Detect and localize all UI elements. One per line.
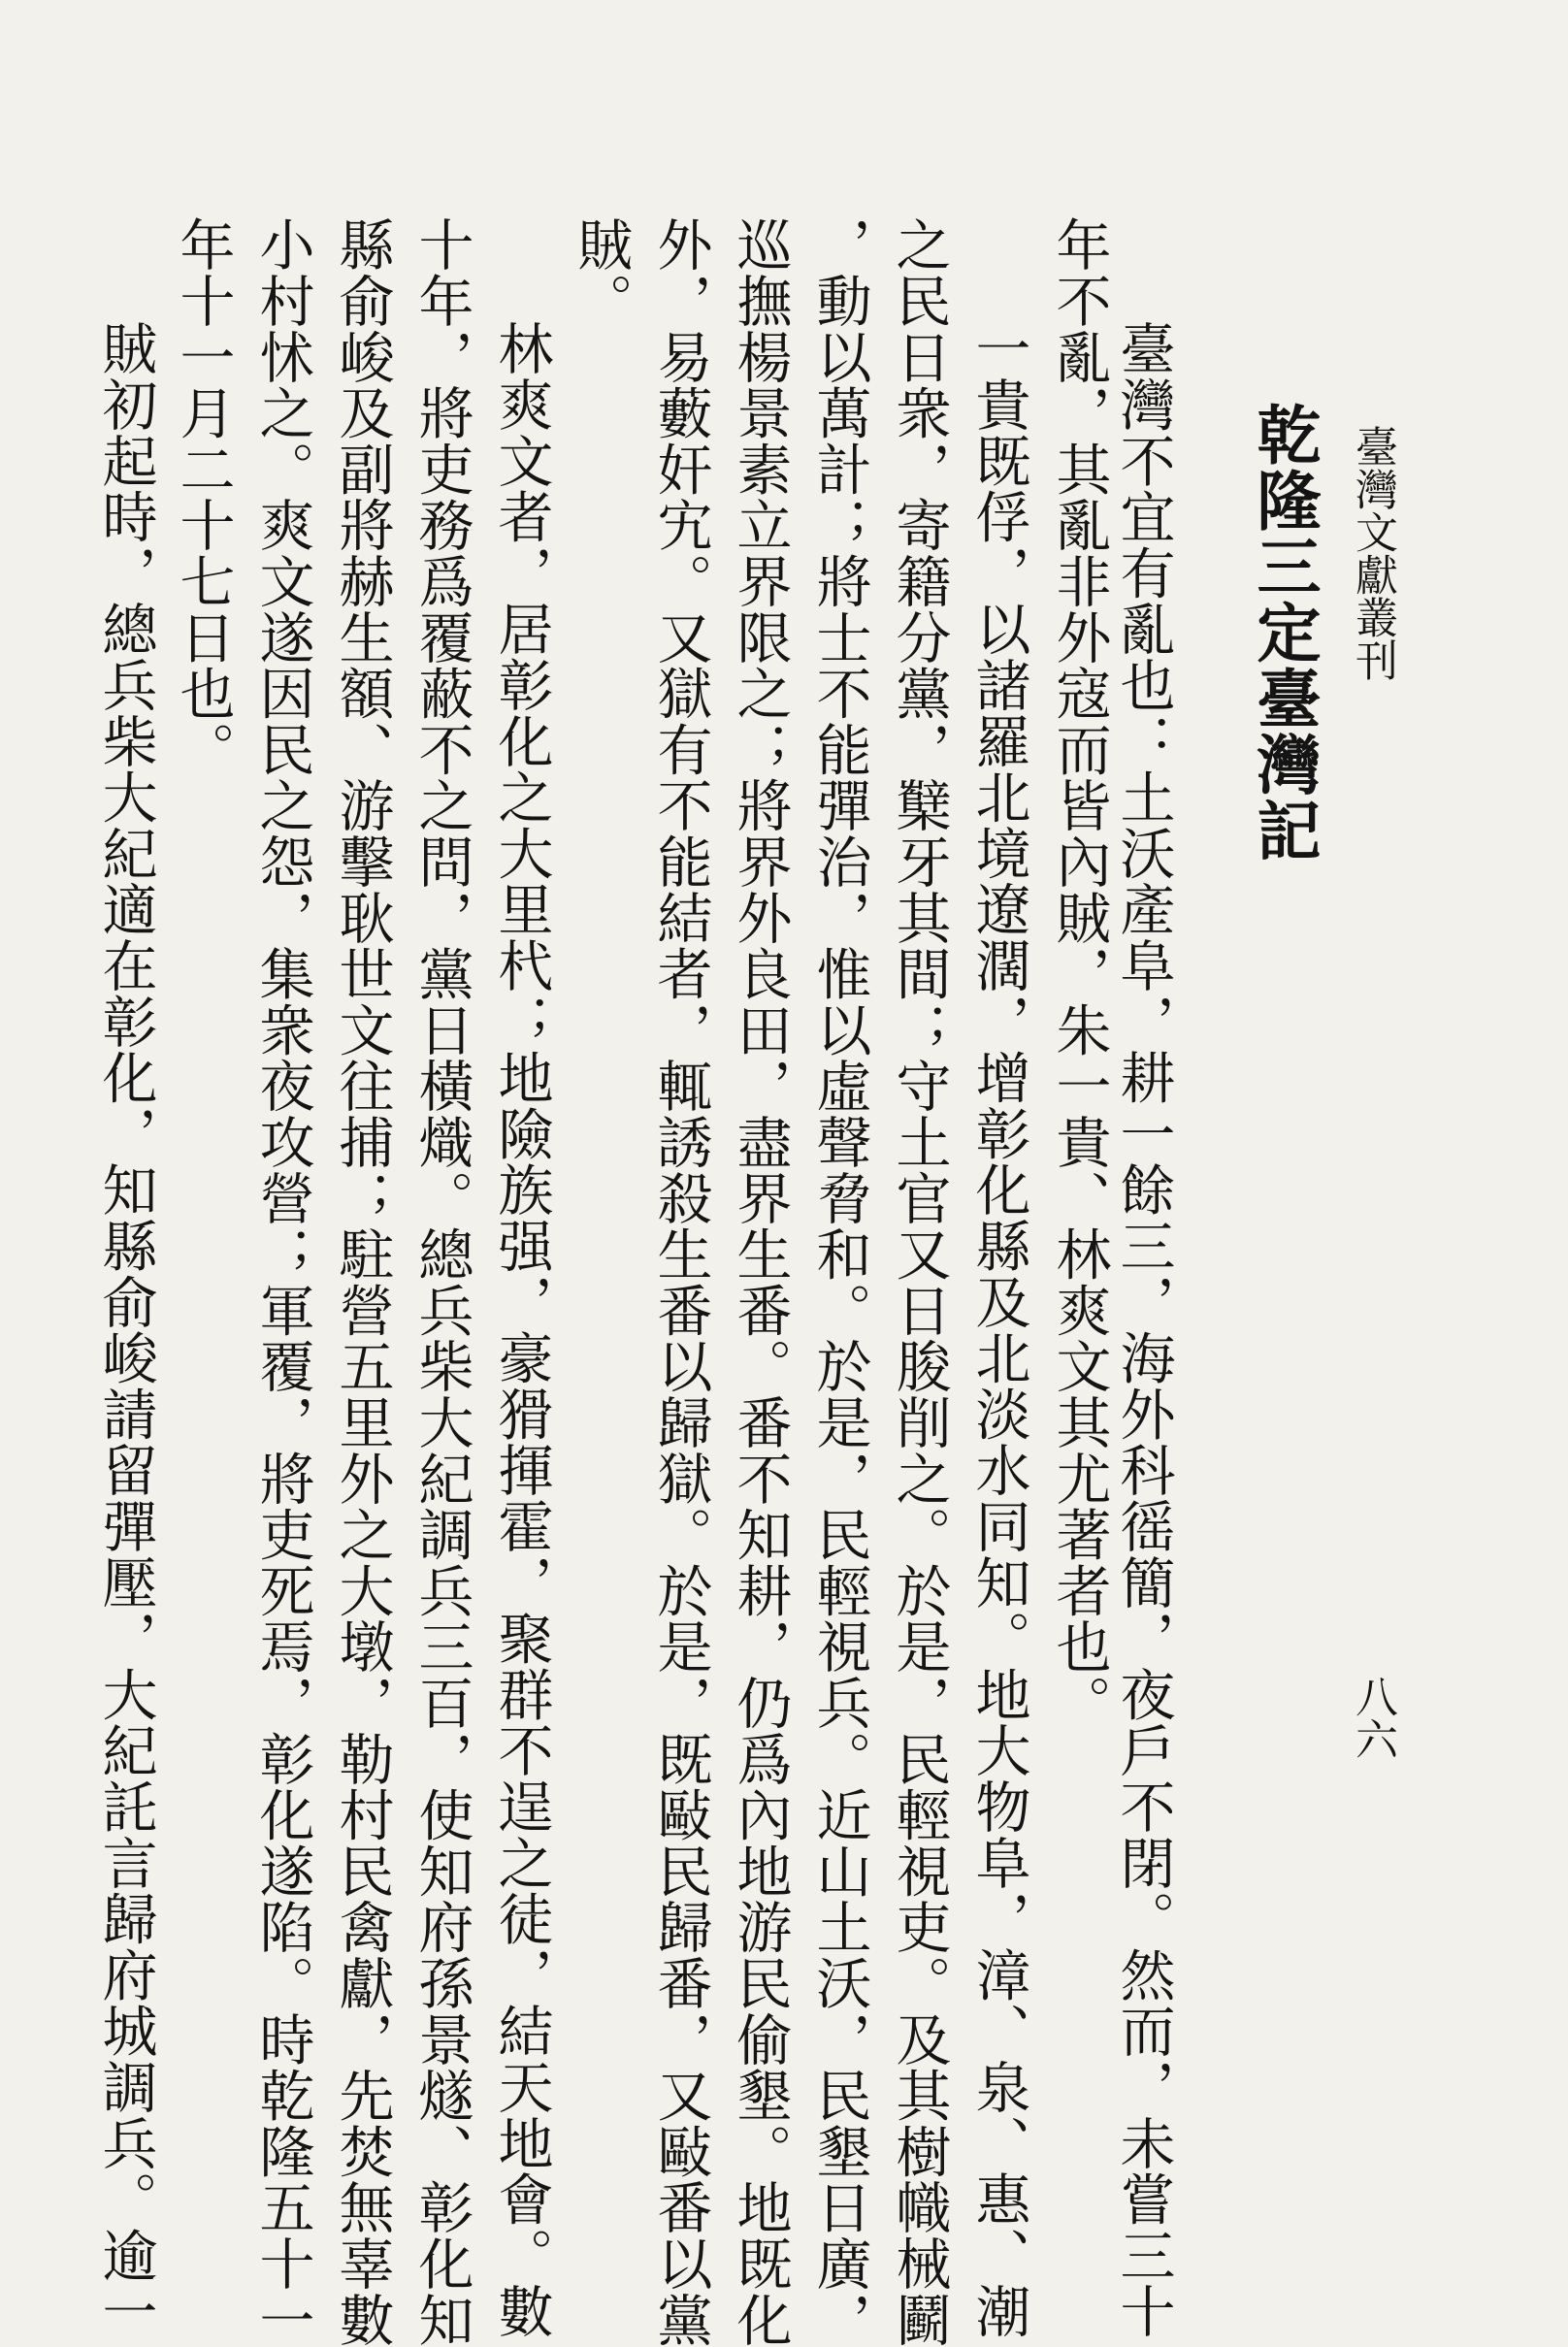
page-number: 八六 [1348,1675,1397,1760]
text-column-5: ，動以萬計；將士不能彈治，惟以虛聲脅和。於是，民輕視兵。近山土沃，民墾日廣， [807,216,871,2347]
text-column-4: 之民日衆，寄籍分黨，櫱牙其間；守土官又日朘削之。於是，民輕視吏。及其樹幟械鬬 [887,216,951,2347]
text-column-6: 巡撫楊景素立界限之；將界外良田，盡界生番。番不知耕，仍爲內地游民偷墾。地既化 [728,216,792,2347]
running-title: 臺灣文獻叢刊 [1348,425,1397,681]
text-column-8: 賊。 [569,216,633,329]
text-column-3: 一貴既俘，以諸羅北境遼濶，增彰化縣及北淡水同知。地大物阜，漳、泉、惠、潮 [966,320,1030,2339]
text-column-11: 縣俞峻及副將赫生額、游擊耿世文往捕；駐營五里外之大墩，勒村民禽獻，先焚無辜數 [330,216,394,2347]
text-column-7: 外，易藪奸宄。又獄有不能結者，輒誘殺生番以歸獄。於是，既敺民歸番，又敺番以黨 [648,216,712,2347]
text-column-14: 賊初起時，總兵柴大紀適在彰化，知縣俞峻請留彈壓，大紀託言歸府城調兵。逾一 [93,320,157,2339]
text-column-1: 臺灣不宜有亂也：土沃產阜，耕一餘三，海外科徭簡，夜戶不閉。然而，未嘗三十 [1111,320,1175,2339]
text-column-10: 十年，將吏務爲覆蔽不之問，黨日橫熾。總兵柴大紀調兵三百，使知府孫景燧、彰化知 [409,216,474,2347]
chapter-title: 乾隆三定臺灣記 [1246,402,1322,864]
text-column-9: 林爽文者，居彰化之大里杙；地險族强，豪猾揮霍，聚群不逞之徒，結天地會。數 [489,320,553,2339]
text-column-12: 小村怵之。爽文遂因民之怨，集衆夜攻營；軍覆，將吏死焉，彰化遂陷。時乾隆五十一 [250,216,314,2347]
text-column-13: 年十一月二十七日也。 [171,216,235,777]
text-column-2: 年不亂，其亂非外寇而皆內賊，朱一貴、林爽文其尤著者也。 [1047,216,1111,1731]
